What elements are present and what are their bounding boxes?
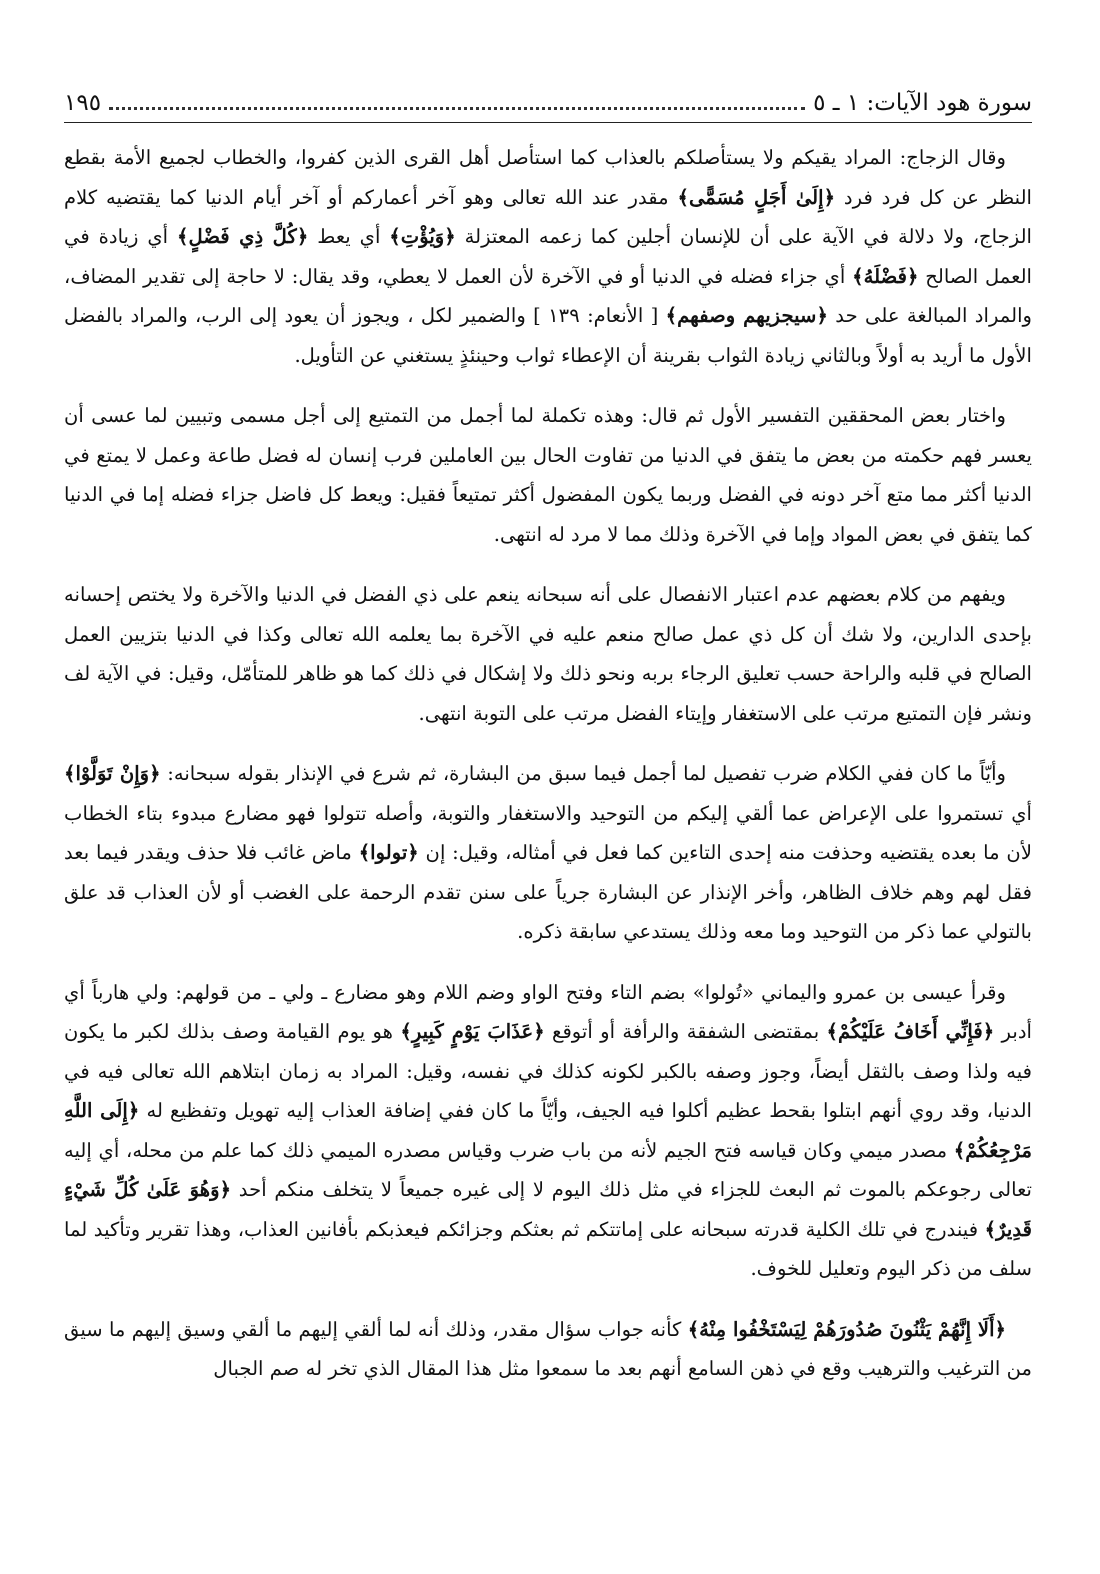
quran-quote: ﴿تولوا﴾ xyxy=(358,841,419,864)
running-header xyxy=(64,78,1032,123)
quran-quote: ﴿سيجزيهم وصفهم﴾ xyxy=(665,304,828,327)
quran-quote: ﴿فَضْلَهُ﴾ xyxy=(852,264,919,288)
commentary-text: كأنه جواب سؤال مقدر، وذلك أنه لما ألقي إليهم ما ألقي وسيق إليهم ما سيق من الترغيب والترهيب وقع في ذهن السامع أنهم بعد ما سمعوا مثل هذا المقال الذي تخر له صم الجبال xyxy=(64,1317,1032,1380)
paragraph xyxy=(64,138,1032,375)
commentary-text: أي جزاء فضله في الدنيا أو في الآخرة لأن العمل لا يعطي، وقد يقال: لا حاجة إلى تقدير المضاف، والمراد المبالغة على حد xyxy=(64,264,1032,327)
commentary-text: أي تستمروا على الإعراض عما ألقي إليكم من التوحيد والاستغفار والتوبة، وأصله تتولوا فهو مضارع مبدوء بتاء الخطاب لأن ما بعده يقتضيه وحذفت منه إحدى التاءين كما فعل في أمثاله، وقيل: إن xyxy=(64,801,1032,864)
paragraph xyxy=(64,754,1032,952)
commentary-text: أي يعط xyxy=(308,225,390,248)
quran-quote: ﴿كُلَّ ذِي فَضْلٍ﴾ xyxy=(177,225,309,248)
commentary-text: مقدر عند الله تعالى وهو آخر أعماركم أو آخر أيام الدنيا كما يقتضيه كلام الزجاج، ولا دلالة في الآية على أن للإنسان أجلين كما زعمه المعتزلة xyxy=(64,185,1032,248)
commentary-text: واختار بعض المحققين التفسير الأول ثم قال: وهذه تكملة لما أجمل من التمتيع إلى أجل مسمى وتبيين لما عسى أن يعسر فهم حكمته من بعض ما يتفق في الدنيا من تفاوت الحال بين العاملين فرب إنسان له فضل طاعة وعمل لا يمتع في الدنيا أكثر مما متع آخر دونه في الفضل وربما يكون المفضول أكثر تمتيعاً فقيل: ويعط كل فاضل جزاء فضله إما في الدنيا كما يتفق في بعض المواد وإما في الآخرة وذلك مما لا مرد له انتهى. xyxy=(64,404,1033,546)
quran-quote: ﴿إِلَىٰ أَجَلٍ مُسَمًّى﴾ xyxy=(677,185,836,209)
quran-quote: ﴿وَهُوَ عَلَىٰ كُلِّ شَيْءٍ قَدِيرٌ﴾ xyxy=(64,1178,1032,1241)
commentary-text: وقرأ عيسى بن عمرو واليماني «تُولوا» بضم التاء وفتح الواو وضم اللام وهو مضارع ـ ولي ـ من قولهم: ولي هارباً أي أدبر xyxy=(64,980,1032,1043)
quran-quote: ﴿إِلَى اللَّهِ مَرْجِعُكُمْ﴾ xyxy=(64,1099,1032,1162)
dotted-leader xyxy=(109,106,805,110)
surah-title: سورة هود الآيات: ١ ـ ٥ xyxy=(813,90,1032,116)
commentary-text: [ الأنعام: ١٣٩ ] والضمير لكل ، ويجوز أن يعود إلى الرب، والمراد بالفضل الأول ما أريد به أولاً وبالثاني زيادة الثواب بقرينة أن الإعطاء ثواب وحينئذٍ يستغني عن التأويل. xyxy=(64,304,1032,367)
commentary-text: هو يوم القيامة وصف بذلك لكبر ما يكون فيه ولذا وصف بالثقل أيضاً، وجوز وصفه بالكبر لكونه كذلك في نفسه، وقيل: المراد به زمان ابتلاهم الله تعالى فيه في الدنيا، وقد روي أنهم ابتلوا بقحط عظيم أكلوا فيه الجيف، وأيّاً ما كان ففي إضافة العذاب إليه تهويل وتفظيع له xyxy=(64,1020,1033,1122)
body-text xyxy=(64,138,1032,1389)
commentary-text: بمقتضى الشفقة والرأفة أو أتوقع xyxy=(544,1020,827,1043)
quran-quote: ﴿فَإِنِّي أَخَافُ عَلَيْكُمْ﴾ xyxy=(826,1020,995,1043)
quran-quote: ﴿عَذَابَ يَوْمٍ كَبِيرٍ﴾ xyxy=(400,1020,545,1043)
paragraph xyxy=(64,575,1032,733)
commentary-text: أي زيادة في العمل الصالح xyxy=(64,225,1032,288)
paragraph xyxy=(64,396,1032,554)
quran-quote: ﴿وَإِنْ تَوَلَّوْا﴾ xyxy=(64,762,161,785)
commentary-text: ويفهم من كلام بعضهم عدم اعتبار الانفصال على أنه سبحانه ينعم على ذي الفضل في الدنيا والآخرة ولا يختص إحسانه بإحدى الدارين، ولا شك أن كل ذي عمل صالح منعم عليه في الآخرة بما يعلمه الله تعالى وكذا في الدنيا بتزيين العمل الصالح في قلبه والراحة حسب تعليق الرجاء بربه ونحو ذلك ولا إشكال في ذلك كما هو ظاهر للمتأمّل، وقيل: في الآية لف ونشر فإن التمتيع مرتب على الاستغفار وإيتاء الفضل مرتب على التوبة انتهى. xyxy=(64,583,1032,725)
page-number: ١٩٥ xyxy=(64,90,102,116)
paragraph xyxy=(64,1310,1032,1389)
commentary-text: ماض غائب فلا حذف ويقدر فيما بعد فقل لهم وهم خلاف الظاهر، وأخر الإنذار عن البشارة جرياً على سنن تقدم الرحمة على الغضب أو لأن العذاب قد علق بالتولي عما ذكر من التوحيد وما معه وذلك يستدعي سابقة ذكره. xyxy=(64,841,1032,943)
quran-quote: ﴿أَلَا إِنَّهُمْ يَثْنُونَ صُدُورَهُمْ لِيَسْتَخْفُوا مِنْهُ﴾ xyxy=(687,1317,1006,1341)
commentary-text: وقال الزجاج: المراد يقيكم ولا يستأصلكم بالعذاب كما استأصل أهل القرى الذين كفروا، والخطاب لجميع الأمة بقطع النظر عن كل فرد فرد xyxy=(64,146,1032,209)
quran-quote: ﴿وَيُؤْتِ﴾ xyxy=(389,225,456,248)
commentary-text: فيندرج في تلك الكلية قدرته سبحانه على إماتتكم ثم بعثكم وجزائكم فيعذبكم بأفانين العذاب، وهذا تقرير وتأكيد لما سلف من ذكر اليوم وتعليل للخوف. xyxy=(64,1217,1032,1280)
commentary-text: وأيّاً ما كان ففي الكلام ضرب تفصيل لما أجمل فيما سبق من البشارة، ثم شرع في الإنذار بقوله سبحانه: xyxy=(160,762,1006,785)
commentary-text: مصدر ميمي وكان قياسه فتح الجيم لأنه من باب ضرب وقياس مصدره الميمي ذلك كما علم من محله، أي إليه تعالى رجوعكم بالموت ثم البعث للجزاء في مثل ذلك اليوم لا إلى غيره جميعاً لا يتخلف منكم أحد xyxy=(64,1138,1033,1201)
paragraph xyxy=(64,973,1032,1289)
